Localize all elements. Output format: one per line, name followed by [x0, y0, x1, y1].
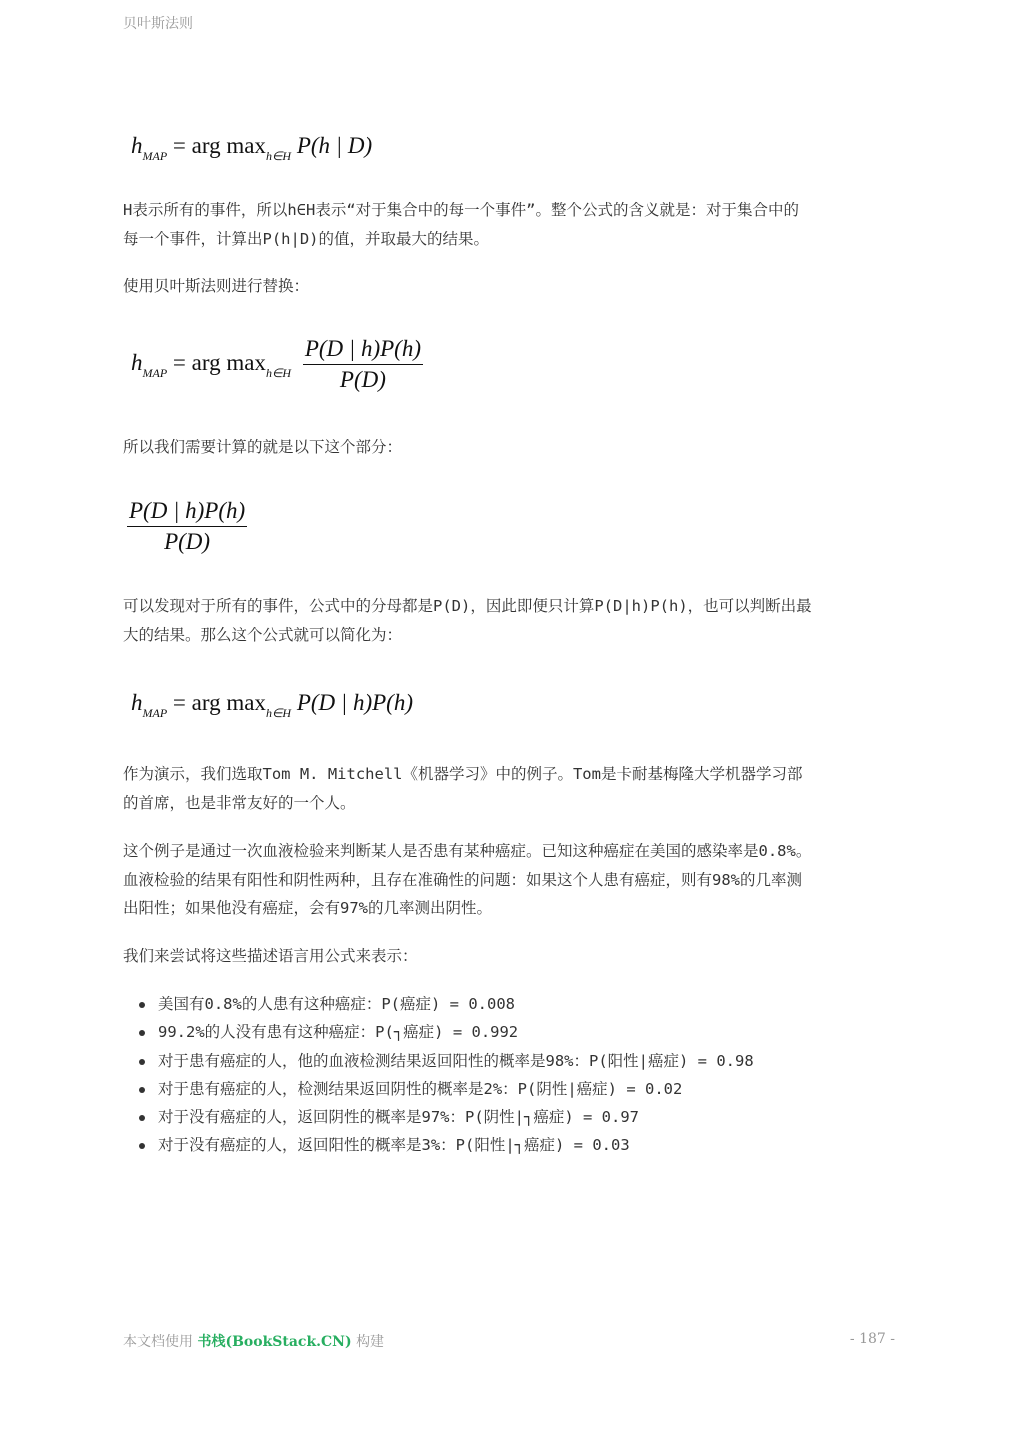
formula-fraction — [303, 336, 423, 393]
fraction-numerator: P(D | h)P(h) — [127, 498, 247, 527]
paragraph-line: 出阳性；如果他没有癌症，会有97%的几率测出阴性。 — [123, 899, 492, 917]
list-item: 对于没有癌症的人，返回阴性的概率是97%：P(阴性|┐癌症) = 0.97 — [158, 1103, 754, 1131]
paragraph-line: 大的结果。那么这个公式就可以简化为： — [123, 625, 403, 644]
formula-rhs: P(D | h)P(h) — [296, 690, 413, 715]
formula-lhs-subscript: MAP — [142, 706, 168, 720]
formula-lhs: h — [131, 349, 143, 375]
list-item: 对于患有癌症的人，他的血液检测结果返回阳性的概率是98%：P(阳性|癌症) = 0.98 — [158, 1047, 754, 1075]
fraction-numerator: P(D | h)P(h) — [303, 336, 423, 365]
paragraph-line: 血液检验的结果有阳性和阴性两种，且存在准确性的问题：如果这个人患有癌症，则有98%的几率测 — [123, 870, 802, 889]
list-item: 对于没有癌症的人，返回阳性的概率是3%：P(阳性|┐癌症) = 0.03 — [158, 1131, 754, 1159]
formula-lhs: h — [131, 133, 143, 158]
running-header: 贝叶斯法则 — [123, 16, 193, 32]
footer-brand-link[interactable]: 书栈(BookStack.CN) — [197, 1334, 352, 1350]
paragraph-1 — [123, 196, 893, 253]
list-item: 99.2%的人没有患有这种癌症：P(┐癌症) = 0.992 — [158, 1018, 754, 1046]
formula-hmap-posterior — [131, 133, 372, 164]
page-footer — [123, 1331, 895, 1351]
formula-operator-subscript: h∈H — [265, 706, 292, 720]
formula-hmap-simplified — [131, 690, 413, 721]
formula-operator: = arg max — [172, 133, 266, 158]
formula-operator: = arg max — [172, 349, 266, 375]
footer-suffix: 构建 — [356, 1334, 385, 1350]
paragraph-2: 使用贝叶斯法则进行替换： — [123, 277, 310, 295]
formula-operator-subscript: h∈H — [265, 365, 292, 380]
formula-lhs-subscript: MAP — [142, 149, 168, 163]
list-item: 美国有0.8%的人患有这种癌症：P(癌症) = 0.008 — [158, 990, 754, 1018]
paragraph-line: 这个例子是通过一次血液检验来判断某人是否患有某种癌症。已知这种癌症在美国的感染率是0.8%。 — [123, 842, 812, 860]
fraction-denominator: P(D) — [339, 367, 386, 392]
formula-fraction — [127, 498, 247, 555]
paragraph-line: 每一个事件，计算出P(h|D)的值，并取最大的结果。 — [123, 229, 489, 248]
probability-list — [123, 990, 754, 1160]
paragraph-3: 所以我们需要计算的就是以下这个部分： — [123, 438, 403, 456]
fraction-denominator: P(D) — [164, 529, 211, 554]
paragraph-line: 的首席，也是非常友好的一个人。 — [123, 793, 356, 812]
formula-fraction-only — [127, 498, 247, 555]
formula-operator: = arg max — [172, 690, 266, 715]
paragraph-5 — [123, 760, 893, 817]
paragraph-line: H表示所有的事件，所以h∈H表示“对于集合中的每一个事件”。整个公式的含义就是：对于集合中的 — [123, 201, 799, 219]
paragraph-line: 可以发现对于所有的事件，公式中的分母都是P(D)，因此即便只计算P(D|h)P(h)，也可以判断出最 — [123, 597, 812, 615]
list-item: 对于患有癌症的人，检测结果返回阴性的概率是2%：P(阴性|癌症) = 0.02 — [158, 1075, 754, 1103]
paragraph-6 — [123, 837, 893, 923]
paragraph-line: 作为演示，我们选取Tom M. Mitchell《机器学习》中的例子。Tom是卡耐基梅隆大学机器学习部 — [123, 765, 803, 783]
formula-operator-subscript: h∈H — [265, 149, 292, 163]
paragraph-7: 我们来尝试将这些描述语言用公式来表示： — [123, 947, 418, 965]
formula-lhs: h — [131, 690, 143, 715]
paragraph-4 — [123, 592, 893, 649]
formula-rhs: P(h | D) — [296, 133, 373, 158]
footer-prefix: 本文档使用 — [123, 1334, 193, 1350]
formula-lhs-subscript: MAP — [142, 365, 168, 380]
formula-hmap-bayes — [131, 336, 423, 393]
page-number: - 187 - — [849, 1331, 895, 1347]
